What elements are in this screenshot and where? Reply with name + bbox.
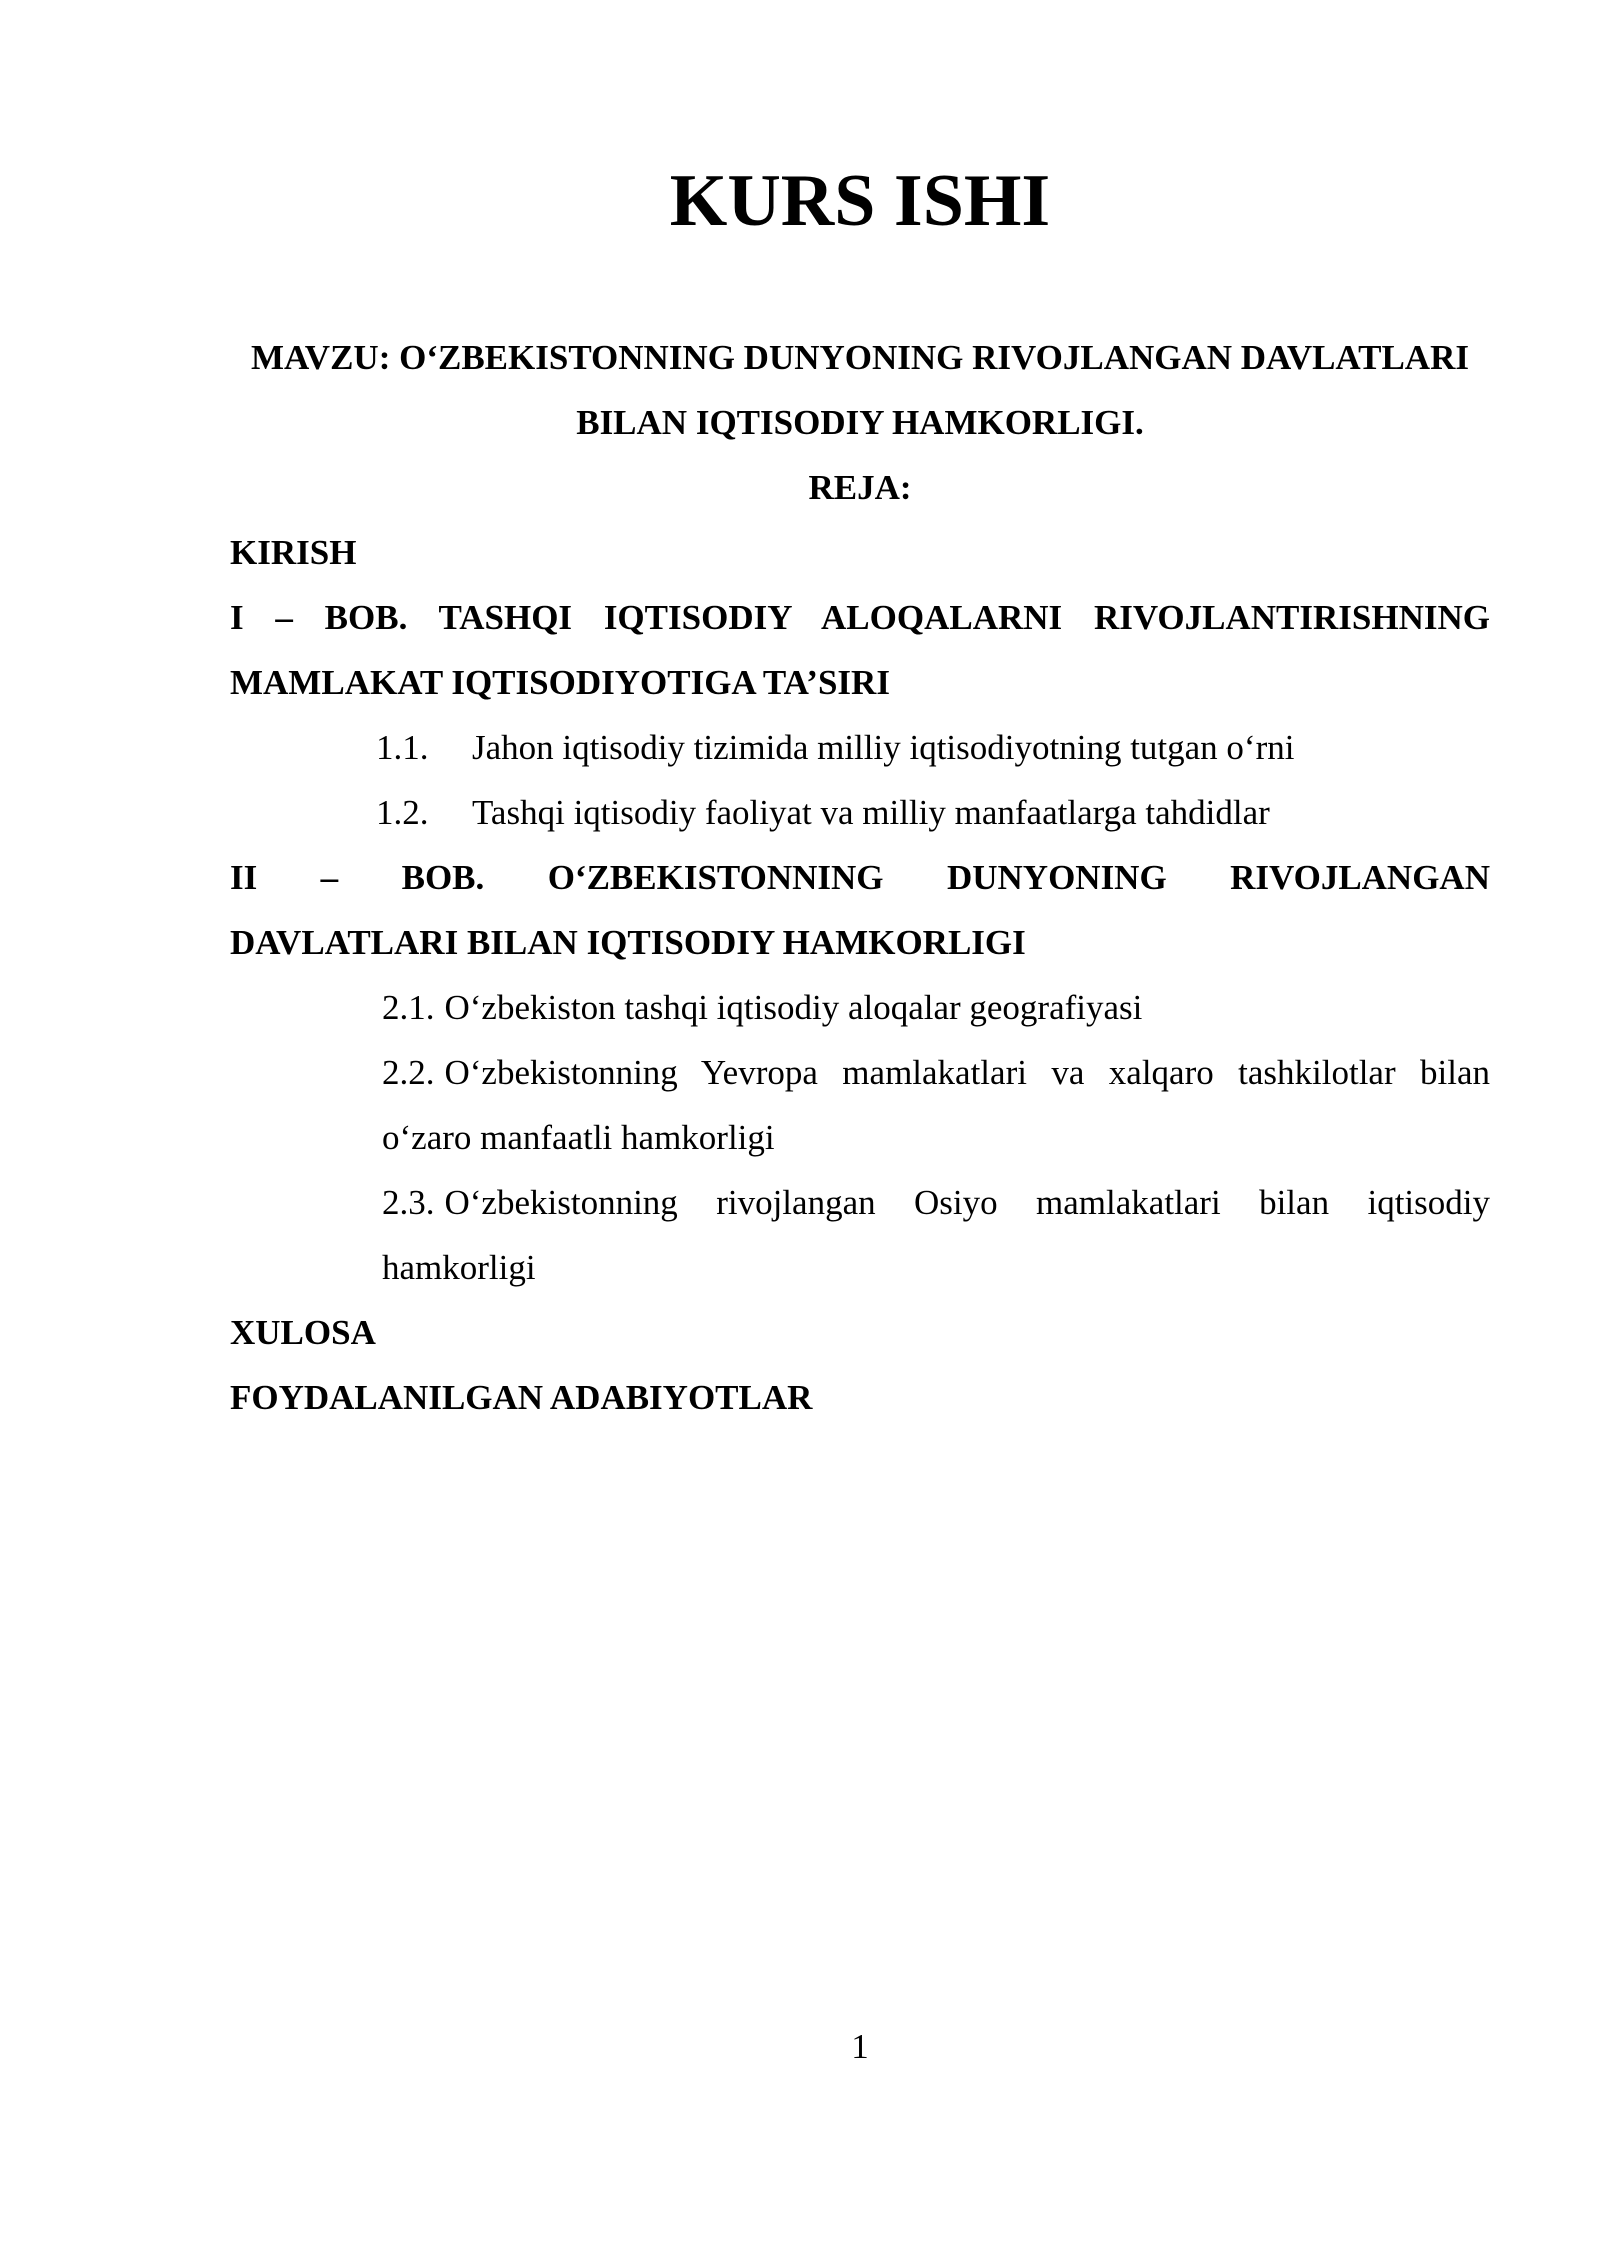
section-number: 1.2. <box>376 793 429 832</box>
section-number: 2.2. <box>382 1053 435 1092</box>
toc-references: FOYDALANILGAN ADABIYOTLAR <box>230 1378 813 1417</box>
chapter-1-title-line-2: MAMLAKAT IQTISODIYOTIGA TA’SIRI <box>230 663 890 702</box>
chapter-2-title-line-1: II – BOB. O‘ZBEKISTONNING DUNYONING RIVOJLANGAN <box>230 858 1490 897</box>
toc-section-1-1 <box>230 715 1490 780</box>
section-title: Tashqi iqtisodiy faoliyat va milliy manfaatlarga tahdidlar <box>472 793 1270 832</box>
chapter-1-title-line-1: I – BOB. TASHQI IQTISODIY ALOQALARNI RIVOJLANTIRISHNING <box>230 598 1490 637</box>
section-number: 2.3. <box>382 1183 435 1222</box>
chapter-2-title-line-2: DAVLATLARI BILAN IQTISODIY HAMKORLIGI <box>230 923 1026 962</box>
section-number: 2.1. <box>382 988 435 1027</box>
topic-heading: MAVZU: O‘ZBEKISTONNING DUNYONING RIVOJLANGAN DAVLATLARI BILAN IQTISODIY HAMKORLIGI. <box>251 338 1469 442</box>
section-number: 1.1. <box>376 728 429 767</box>
toc-section-2-3 <box>230 1170 1490 1300</box>
page-number: 1 <box>851 2027 869 2066</box>
toc-conclusion: XULOSA <box>230 1313 376 1352</box>
document-title: KURS ISHI <box>669 160 1051 242</box>
toc-intro: KIRISH <box>230 533 357 572</box>
toc-section-2-2 <box>230 1040 1490 1170</box>
toc-chapter-1 <box>230 585 1490 715</box>
plan-heading: REJA: <box>808 468 912 507</box>
toc-chapter-2 <box>230 845 1490 975</box>
toc-section-1-2 <box>230 780 1490 845</box>
section-title: O‘zbekiston tashqi iqtisodiy aloqalar geografiyasi <box>444 988 1143 1027</box>
section-title: O‘zbekistonning rivojlangan Osiyo mamlakatlari bilan iqtisodiy hamkorligi <box>382 1183 1490 1287</box>
toc-section-2-1 <box>230 975 1490 1040</box>
section-title: O‘zbekistonning Yevropa mamlakatlari va xalqaro tashkilotlar bilan o‘zaro manfaatli hamkorligi <box>382 1053 1490 1157</box>
table-of-contents <box>230 520 1490 1430</box>
section-title: Jahon iqtisodiy tizimida milliy iqtisodiyotning tutgan o‘rni <box>472 728 1295 767</box>
